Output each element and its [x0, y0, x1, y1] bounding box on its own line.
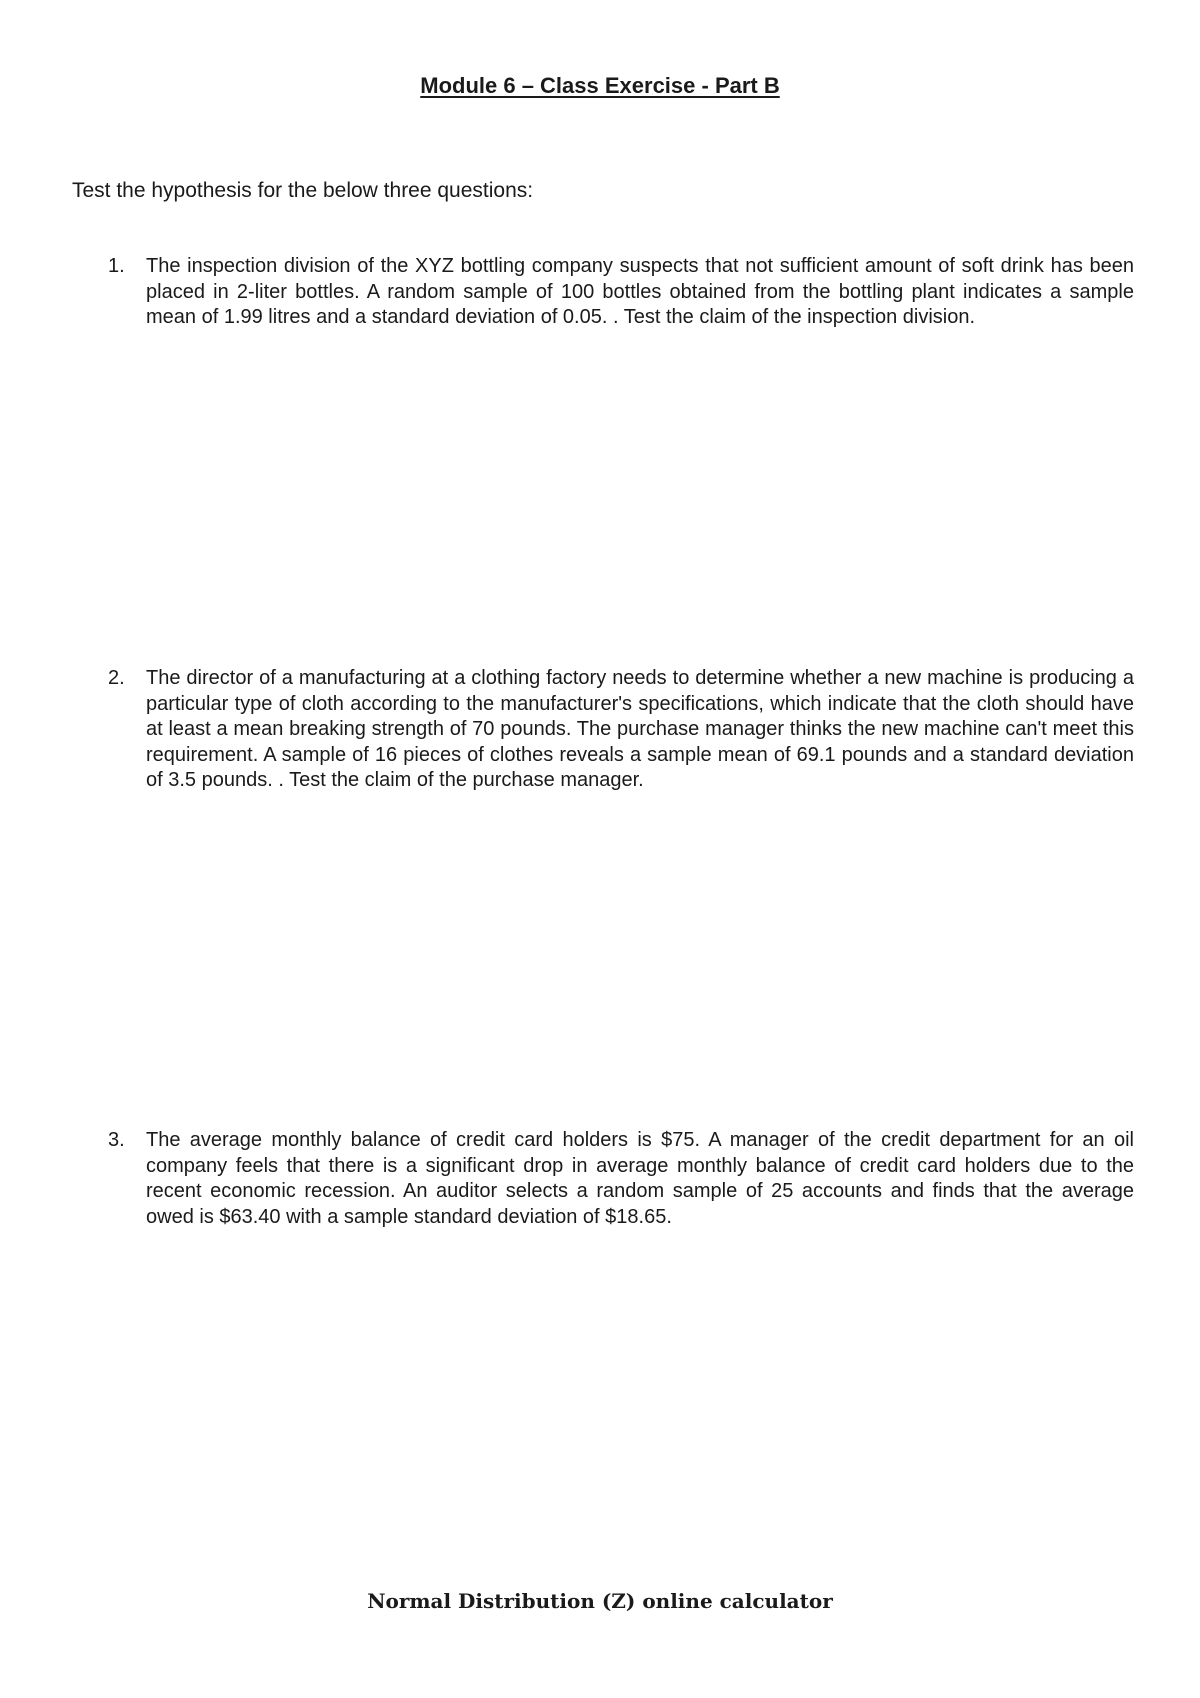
question-2 [108, 666, 1134, 794]
question-1 [108, 254, 1134, 331]
question-number: 3. [108, 1129, 125, 1151]
intro-text: Test the hypothesis for the below three questions: [72, 179, 534, 202]
question-number: 1. [108, 255, 125, 277]
question-text: The average monthly balance of credit card holders is $75. A manager of the credit department for an oil company feels that there is a significant drop in average monthly balance of credit card holders due to the recent economic recession. An auditor selects a random sample of 25 accounts and finds that the average owed is $63.40 with a sample standard deviation of $18.65. [146, 1129, 1134, 1228]
question-text: The inspection division of the XYZ bottling company suspects that not sufficient amount of soft drink has been placed in 2-liter bottles. A random sample of 100 bottles obtained from the bottling plant indicates a sample mean of 1.99 litres and a standard deviation of 0.05. . Test the claim of the inspection division. [146, 255, 1134, 328]
question-number: 2. [108, 667, 125, 689]
document-title: Module 6 – Class Exercise - Part B [420, 73, 780, 98]
calculator-link-text: Normal Distribution (Z) online calculator [367, 1589, 833, 1613]
question-3 [108, 1128, 1134, 1230]
question-text: The director of a manufacturing at a clothing factory needs to determine whether a new machine is producing a particular type of cloth according to the manufacturer's specifications, which indicate that the cloth should have at least a mean breaking strength of 70 pounds. The purchase manager thinks the new machine can't meet this requirement. A sample of 16 pieces of clothes reveals a sample mean of 69.1 pounds and a standard deviation of 3.5 pounds. . Test the claim of the purchase manager. [146, 667, 1134, 791]
